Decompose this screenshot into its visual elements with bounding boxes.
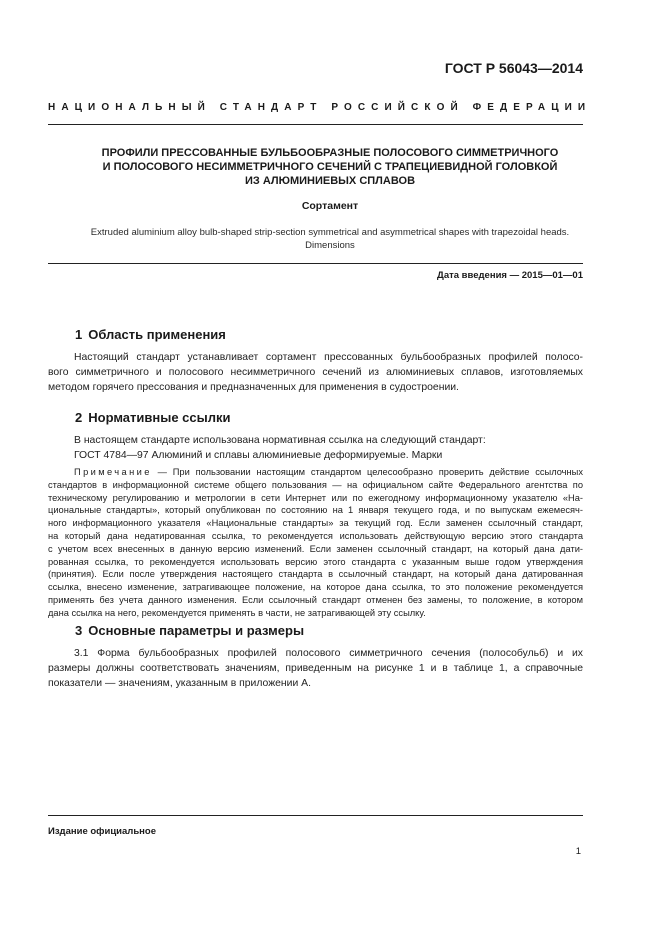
note-line: циональные стандарты», который опубликован по состоянию на 1 января текущего года, и по выпускам ежемесяч- xyxy=(48,505,583,516)
title-line: ИЗ АЛЮМИНИЕВЫХ СПЛАВОВ xyxy=(244,175,416,187)
section-3-heading xyxy=(75,623,304,638)
text-line: 3.1 Форма бульбообразных профилей полосового симметричного сечения (полособульб) и их xyxy=(74,648,583,659)
document-subtitle: Сортамент xyxy=(301,200,359,212)
title-line: И ПОЛОСОВОГО НЕСИММЕТРИЧНОГО СЕЧЕНИЙ С ТРАПЕЦИЕВИДНОЙ ГОЛОВКОЙ xyxy=(102,161,558,173)
text-line: Настоящий стандарт устанавливает сортамент прессованных бульбообразных профилей полосо- xyxy=(74,352,583,363)
title-line: ПРОФИЛИ ПРЕССОВАННЫЕ БУЛЬБООБРАЗНЫЕ ПОЛОСОВОГО СИММЕТРИЧНОГО xyxy=(101,147,559,159)
english-title xyxy=(40,226,620,252)
note-text: — При пользовании настоящим стандартом целесообразно проверить действие ссылочных xyxy=(151,467,583,477)
note-line: с учетом всех внесенных в данную версию изменений. Если заменен ссылочный стандарт, на который дана дати- xyxy=(48,543,583,554)
text-line: методом горячего прессования и предназначенных для применения в судостроении. xyxy=(48,382,459,393)
national-standard-banner: НАЦИОНАЛЬНЫЙ СТАНДАРТ РОССИЙСКОЙ ФЕДЕРАЦИИ xyxy=(48,102,592,113)
note-line: стандартов в информационной системе общего пользования — на официальном сайте Федерального агентства по xyxy=(48,479,583,490)
section-3-body xyxy=(48,646,583,691)
standard-number: ГОСТ Р 56043—2014 xyxy=(444,60,583,76)
note-line: техническому регулированию и метрологии в сети Интернет или по ежегодному информационному указателю «На- xyxy=(48,492,583,503)
normative-reference: ГОСТ 4784—97 Алюминий и сплавы алюминиевые деформируемые. Марки xyxy=(74,450,443,461)
section-number: 1 xyxy=(75,327,83,342)
text-line: В настоящем стандарте использована нормативная ссылка на следующий стандарт: xyxy=(74,435,486,446)
text-line: вого симметричного и полосового несимметричного сечений из алюминиевых сплавов, изготовляемых xyxy=(48,367,583,378)
note-line: применять без учета данного изменения. Если ссылочный стандарт отменен без замены, то положение, в котором xyxy=(48,594,583,605)
section-2-heading xyxy=(75,410,230,425)
note-line: ссылка, внесено изменение, затрагивающее положение, на которое дана ссылка, то это положение рекомендуется xyxy=(48,582,583,593)
section-2-body xyxy=(48,433,583,463)
footer-divider xyxy=(48,815,583,816)
section-title: Нормативные ссылки xyxy=(88,410,231,425)
note-first-line xyxy=(48,466,583,479)
note-line: рованная ссылка, то рекомендуется использовать версию этого стандарта с указанным выше годом утверждения xyxy=(48,556,583,567)
title-divider xyxy=(48,263,583,264)
note-line: на который дана недатированная ссылка, то рекомендуется использовать действующую версию этого стандарта xyxy=(48,530,583,541)
section-number: 2 xyxy=(75,410,83,425)
note-line: ного информационного указателя «Национальные стандарты» за текущий год. Если заменен ссылочный стандарт, xyxy=(48,518,583,529)
section-number: 3 xyxy=(75,623,83,638)
official-edition-label: Издание официальное xyxy=(48,826,156,837)
page-number: 1 xyxy=(575,846,581,857)
section-title: Область применения xyxy=(88,327,226,342)
document-title xyxy=(40,146,620,188)
section-1-body xyxy=(48,350,583,395)
text-line: размеры должны соответствовать значениям, приведенным на рисунке 1 и в таблице 1, а справочные xyxy=(48,663,583,674)
note-line: дана ссылка на него, рекомендуется применять в части, не затрагивающей эту ссылку. xyxy=(48,607,426,618)
note-label: Примечание xyxy=(74,467,152,477)
section-2-note xyxy=(48,466,583,620)
section-1-heading xyxy=(75,327,226,342)
note-line: (принятия). Если после утверждения настоящего стандарта в ссылочный стандарт, на который дана датированная xyxy=(48,569,583,580)
header-divider xyxy=(48,124,583,125)
section-title: Основные параметры и размеры xyxy=(88,623,305,638)
english-title-line: Dimensions xyxy=(305,240,355,251)
english-title-line: Extruded aluminium alloy bulb-shaped strip-section symmetrical and asymmetrical shapes with trapezoidal heads. xyxy=(90,227,570,238)
text-line: показатели — значениям, указанным в приложении А. xyxy=(48,678,311,689)
introduction-date: Дата введения — 2015—01—01 xyxy=(437,270,583,281)
